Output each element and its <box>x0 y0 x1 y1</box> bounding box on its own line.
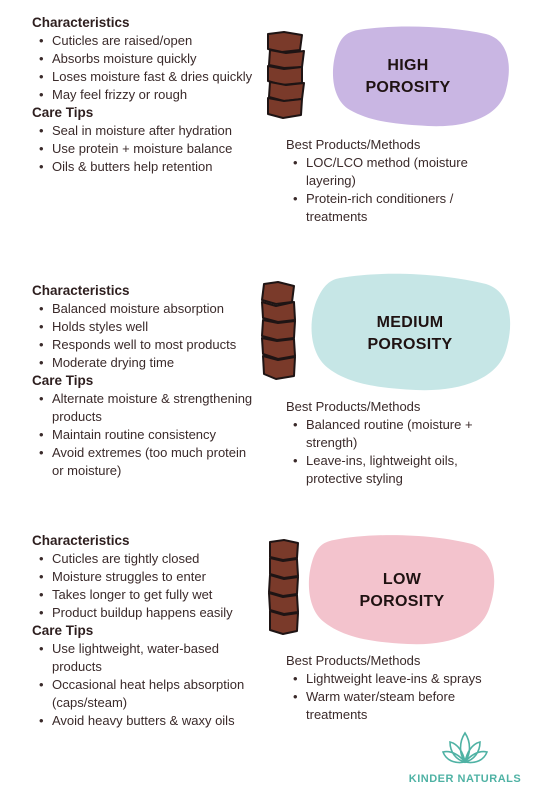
list-item: • Alternate moisture & strengthening products <box>52 390 257 426</box>
best-products-heading: Best Products/Methods <box>286 653 421 668</box>
best-products-heading: Best Products/Methods <box>286 137 421 152</box>
care-tips-heading: Care Tips <box>32 373 94 388</box>
porosity-title-line2: POROSITY <box>365 79 451 96</box>
list-item: • Moderate drying time <box>52 354 257 372</box>
list-item: • LOC/LCO method (moisture layering) <box>306 154 516 190</box>
left-column <box>32 532 257 730</box>
characteristics-heading: Characteristics <box>32 283 130 298</box>
best-products-list <box>286 416 516 488</box>
list-item: • May feel frizzy or rough <box>52 86 257 104</box>
list-item: • Loses moisture fast & dries quickly <box>52 68 257 86</box>
best-products-heading: Best Products/Methods <box>286 399 421 414</box>
porosity-title-line1: HIGH <box>387 57 429 74</box>
porosity-title-line1: MEDIUM <box>376 314 444 331</box>
hair-strand-icon <box>266 538 302 643</box>
hair-strand-icon <box>258 280 300 387</box>
care-tips-list <box>32 122 257 176</box>
brand-logo <box>405 730 525 785</box>
list-item: • Absorbs moisture quickly <box>52 50 257 68</box>
best-products <box>286 136 516 226</box>
best-products-list <box>286 670 516 724</box>
list-item: • Responds well to most products <box>52 336 257 354</box>
list-item: • Balanced routine (moisture + strength) <box>306 416 516 452</box>
characteristics-heading: Characteristics <box>32 533 130 548</box>
care-tips-heading: Care Tips <box>32 105 94 120</box>
porosity-title-line2: POROSITY <box>367 336 453 353</box>
care-tips-list <box>32 390 257 480</box>
left-column <box>32 14 257 176</box>
characteristics-list <box>32 550 257 622</box>
porosity-title <box>338 55 478 99</box>
characteristics-heading: Characteristics <box>32 15 130 30</box>
list-item: • Avoid extremes (too much protein or moisture) <box>52 444 257 480</box>
best-products <box>286 652 516 724</box>
hair-strand-icon <box>264 30 308 127</box>
list-item: • Holds styles well <box>52 318 257 336</box>
left-column <box>32 282 257 480</box>
best-products <box>286 398 516 488</box>
care-tips-list <box>32 640 257 730</box>
list-item: • Maintain routine consistency <box>52 426 257 444</box>
list-item: • Leave-ins, lightweight oils, protective styling <box>306 452 516 488</box>
list-item: • Balanced moisture absorption <box>52 300 257 318</box>
list-item: • Lightweight leave-ins & sprays <box>306 670 516 688</box>
care-tips-heading: Care Tips <box>32 623 94 638</box>
characteristics-list <box>32 300 257 372</box>
leaf-lotus-icon <box>442 730 488 766</box>
list-item: • Occasional heat helps absorption (caps/steam) <box>52 676 257 712</box>
list-item: • Cuticles are tightly closed <box>52 550 257 568</box>
list-item: • Takes longer to get fully wet <box>52 586 257 604</box>
porosity-title-line1: LOW <box>382 571 422 588</box>
porosity-title <box>330 312 490 356</box>
list-item: • Use lightweight, water-based products <box>52 640 257 676</box>
porosity-title <box>332 569 472 613</box>
best-products-list <box>286 154 516 226</box>
list-item: • Protein-rich conditioners / treatments <box>306 190 516 226</box>
list-item: • Oils & butters help retention <box>52 158 257 176</box>
list-item: • Use protein + moisture balance <box>52 140 257 158</box>
list-item: • Warm water/steam before treatments <box>306 688 516 724</box>
brand-name: KINDER NATURALS <box>408 773 522 785</box>
characteristics-list <box>32 32 257 104</box>
list-item: • Seal in moisture after hydration <box>52 122 257 140</box>
list-item: • Moisture struggles to enter <box>52 568 257 586</box>
list-item: • Cuticles are raised/open <box>52 32 257 50</box>
porosity-title-line2: POROSITY <box>359 593 445 610</box>
list-item: • Product buildup happens easily <box>52 604 257 622</box>
list-item: • Avoid heavy butters & waxy oils <box>52 712 257 730</box>
